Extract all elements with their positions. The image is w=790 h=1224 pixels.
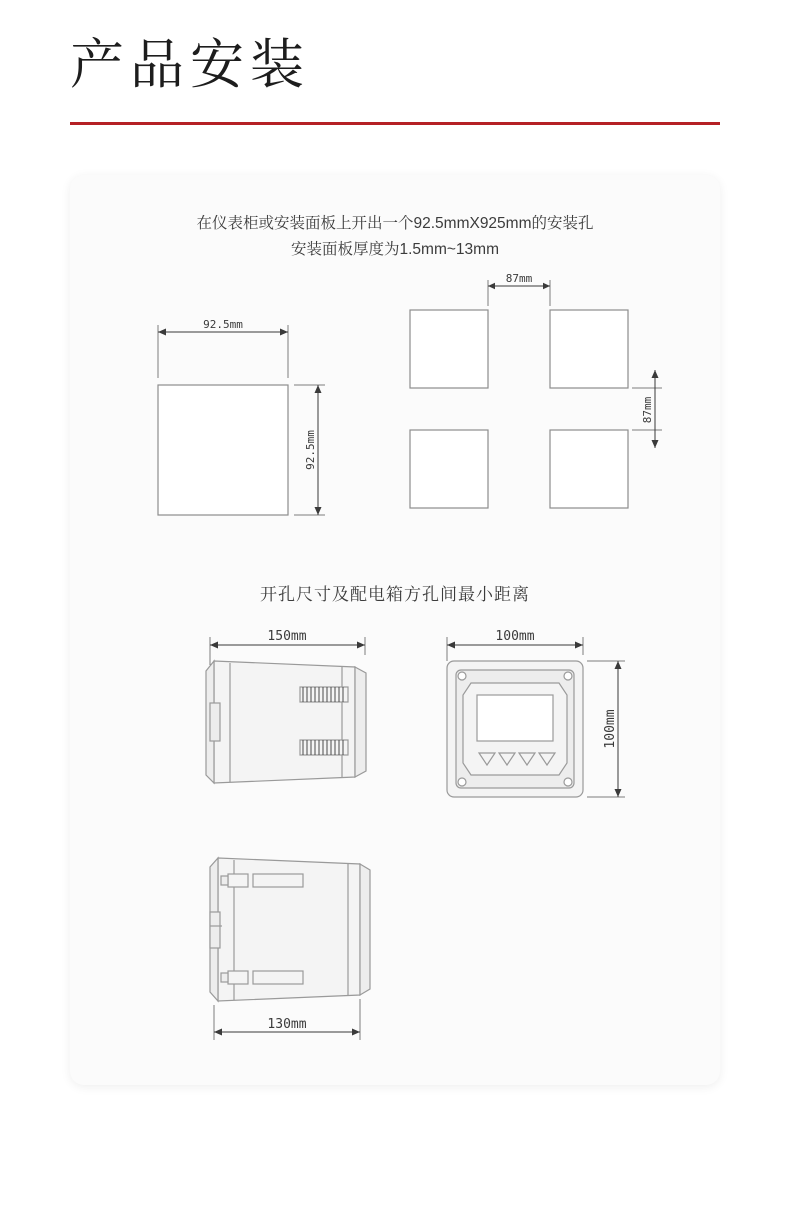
page-title: 产品安装 (70, 35, 310, 95)
hole-square-top-right (550, 310, 628, 388)
front-height-label: 100mm (603, 709, 618, 749)
device-side-view-diagram (110, 625, 400, 825)
instruction-line-2: 安装面板厚度为1.5mm~13mm (291, 241, 499, 258)
hole-square-top-left (410, 310, 488, 388)
installation-instructions (70, 211, 720, 263)
device-top-view-diagram (110, 840, 410, 1055)
page-header (70, 34, 720, 125)
cutout-width-label: 92.5mm (203, 318, 243, 331)
panel-cutout-diagram (130, 270, 370, 570)
front-width-label: 100mm (495, 629, 535, 644)
top-width-label: 130mm (267, 1017, 307, 1032)
vertical-spacing-label: 87mm (641, 396, 654, 424)
side-length-label: 150mm (267, 629, 307, 644)
hole-square-bottom-right (550, 430, 628, 508)
device-front-view-diagram (415, 625, 675, 825)
hole-spacing-diagram (390, 270, 680, 570)
hole-square-bottom-left (410, 430, 488, 508)
cutout-height-label: 92.5mm (304, 430, 317, 470)
diagram-caption: 开孔尺寸及配电箱方孔间最小距离 (260, 585, 530, 604)
installation-card (70, 175, 720, 1085)
horizontal-spacing-label: 87mm (505, 272, 533, 285)
title-divider (70, 122, 720, 125)
instruction-line-1: 在仪表柜或安装面板上开出一个92.5mmX925mm的安装孔 (196, 215, 594, 232)
